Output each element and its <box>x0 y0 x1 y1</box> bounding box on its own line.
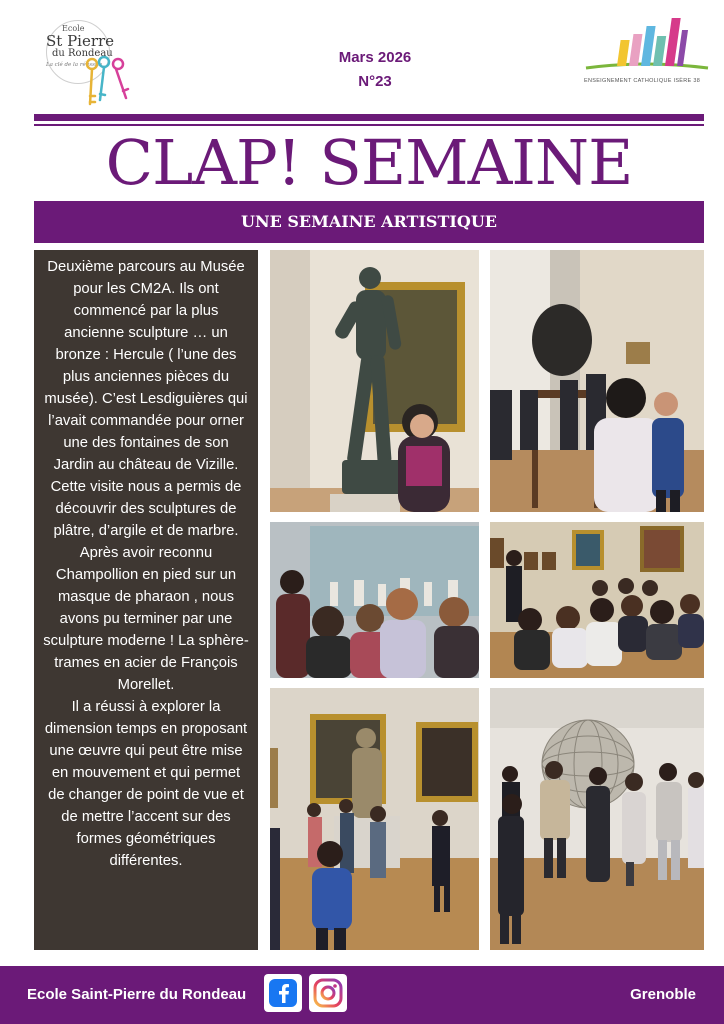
diocese-logo-text: ENSEIGNEMENT CATHOLIQUE ISÈRE 38 <box>584 78 701 84</box>
footer-city: Grenoble <box>630 986 696 1003</box>
instagram-icon[interactable] <box>309 974 347 1012</box>
issue-number: N°23 <box>358 73 392 90</box>
newsletter-title: CLAP! SEMAINE <box>105 126 633 199</box>
title-rule-thick <box>34 114 704 121</box>
issue-date: Mars 2026 <box>338 49 412 66</box>
photo-bronze-head <box>490 250 704 512</box>
article-text-panel <box>34 250 258 950</box>
logo-tagline: La clé de la réussite <box>46 62 103 68</box>
photo-painting-gallery <box>490 522 704 678</box>
photo-hercules-bronze <box>270 250 479 512</box>
section-subtitle: UNE SEMAINE ARTISTIQUE <box>34 201 704 243</box>
logo-line3: du Rondeau <box>52 48 113 59</box>
footer-school-name: Ecole Saint-Pierre du Rondeau <box>27 986 247 1003</box>
article-paragraph-2: Il a réussi à explorer la dimension temps en proposant une œuvre qui peut être mise en mouvement et qui permet de changer de point de vue et de mettre l’accent sur des formes géométriques différentes. <box>44 699 248 869</box>
logo-line2: St Pierre <box>46 32 115 50</box>
facebook-icon[interactable] <box>264 974 302 1012</box>
diocese-logo <box>584 16 710 96</box>
issue-info <box>300 46 450 94</box>
photo-sculpture-gallery <box>270 522 479 678</box>
school-logo <box>40 18 132 108</box>
article-paragraph-1: Deuxième parcours au Musée pour les CM2A. Ils ont commencé par la plus ancienne sculpture … un bronze : Hercule ( l’une des plus anciennes pièces du musée). C’est Lesdiguières qui l’avait commandée pour orner une des fontaines de son Jardin au château de Vizille. Cette visite nous a permis de découvrir des sculptures de plâtre, d’argile et de marbre. Après avoir reconnu Champollion en pied sur un masque de pharaon , nous avons pu terminer par une sculpture moderne ! La sphère-trames en acier de François Morellet. <box>43 259 249 693</box>
footer-bar <box>0 966 724 1024</box>
photo-champollion-statue <box>270 688 479 950</box>
photo-steel-sphere <box>490 688 704 950</box>
keys-icon <box>82 54 132 110</box>
diocese-logo-graphic <box>584 16 710 78</box>
logo-line1: Ecole <box>62 24 85 33</box>
